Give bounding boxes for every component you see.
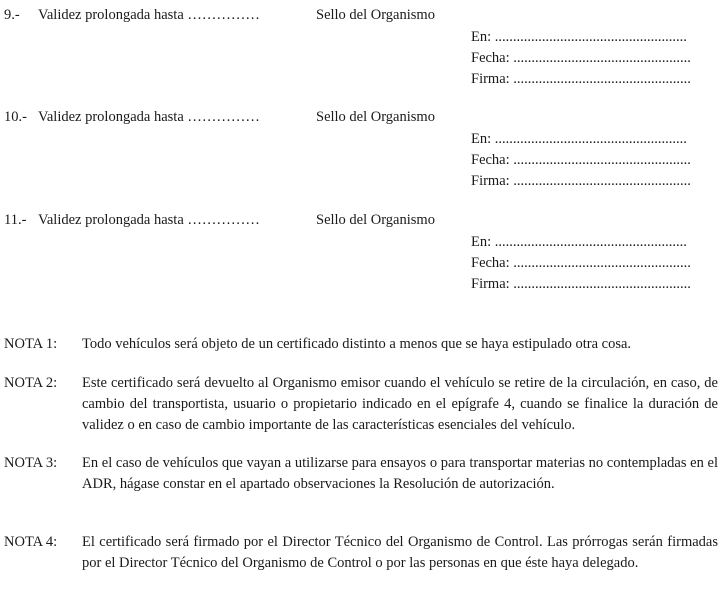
note-text: El certificado será firmado por el Director Técnico del Organismo de Control. Las prórrogas serán firmadas por el Director Técnico del Organismo de Control o por las personas en que éste haya delegado.	[82, 534, 718, 571]
validity-extension-9	[0, 5, 720, 105]
note-label: NOTA 4:	[4, 534, 58, 550]
place-field: En: .....................................................	[471, 29, 687, 45]
signature-field: Firma: .................................................	[471, 173, 691, 189]
date-field: Fecha: .................................................	[471, 152, 691, 168]
note-text: Este certificado será devuelto al Organismo emisor cuando el vehículo se retire de la circulación, en caso, de cambio del transportista, usuario o propietario indicado en el epígrafe 4, cuando se finalice la duración de validez o en caso de cambio importante de las características esenciales del vehículo.	[82, 375, 718, 433]
note-label: NOTA 2:	[4, 375, 58, 391]
note-label: NOTA 3:	[4, 455, 58, 471]
place-field: En: .....................................................	[471, 234, 687, 250]
validity-extension-11	[0, 210, 720, 310]
entry-number: 9.-	[4, 7, 20, 23]
entry-number: 11.-	[4, 212, 27, 228]
signature-block	[471, 129, 719, 192]
signature-field: Firma: .................................................	[471, 276, 691, 292]
note-text: En el caso de vehículos que vayan a utilizarse para ensayos o para transportar materias no contempladas en el ADR, hágase constar en el apartado observaciones la Resolución de autorización.	[82, 455, 718, 492]
note-label: NOTA 1:	[4, 336, 58, 352]
date-field: Fecha: .................................................	[471, 255, 691, 271]
stamp-label: Sello del Organismo	[316, 212, 435, 228]
validity-label: Validez prolongada hasta ……………	[38, 212, 260, 228]
note-text: Todo vehículos será objeto de un certificado distinto a menos que se haya estipulado otra cosa.	[82, 336, 632, 352]
stamp-label: Sello del Organismo	[316, 109, 435, 125]
validity-label: Validez prolongada hasta ……………	[38, 109, 260, 125]
validity-extension-10	[0, 107, 720, 207]
entry-number: 10.-	[4, 109, 27, 125]
date-field: Fecha: .................................................	[471, 50, 691, 66]
place-field: En: .....................................................	[471, 131, 687, 147]
signature-block	[471, 27, 719, 90]
stamp-label: Sello del Organismo	[316, 7, 435, 23]
validity-label: Validez prolongada hasta ……………	[38, 7, 260, 23]
signature-field: Firma: .................................................	[471, 71, 691, 87]
signature-block	[471, 232, 719, 295]
